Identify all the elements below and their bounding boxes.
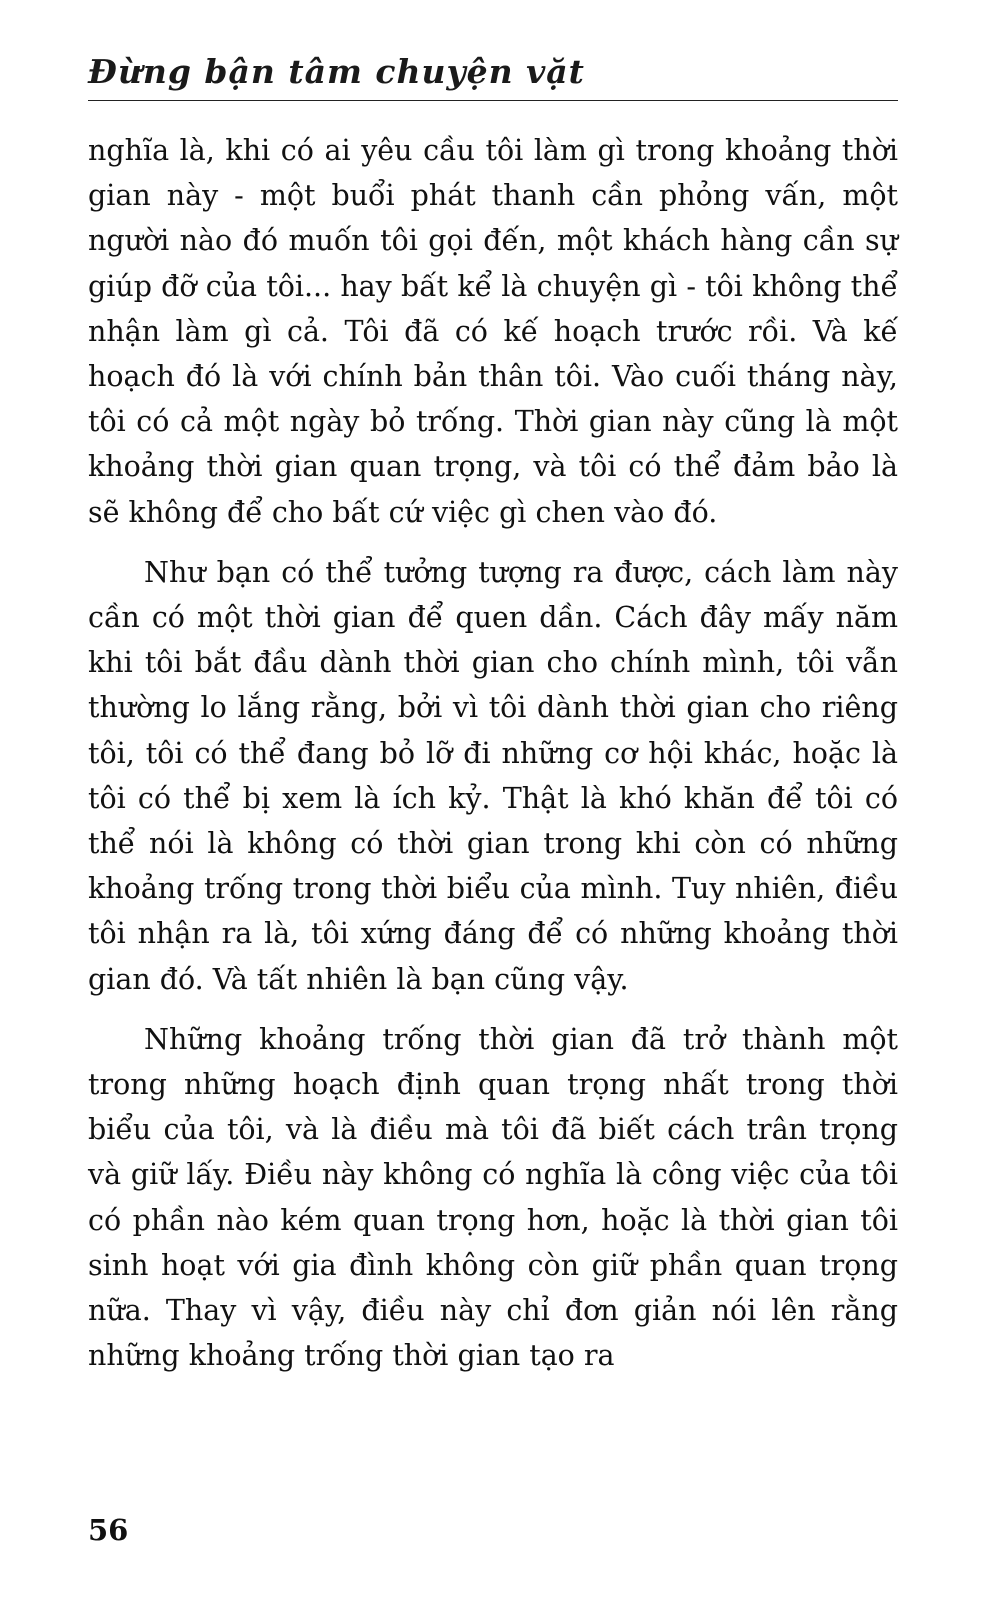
paragraph: Những khoảng trống thời gian đã trở thành một trong những hoạch định quan trọng nhất trong thời biểu của tôi, và là điều mà tôi đã biết cách trân trọng và giữ lấy. Điều này không có nghĩa là công việc của tôi có phần nào kém quan trọng hơn, hoặc là thời gian tôi sinh hoạt với gia đình không còn giữ phần quan trọng nữa. Thay vì vậy, điều này chỉ đơn giản nói lên rằng những khoảng trống thời gian tạo ra xyxy=(88,1022,898,1373)
paragraph: Như bạn có thể tưởng tượng ra được, cách làm này cần có một thời gian để quen dần. Cách đây mấy năm khi tôi bắt đầu dành thời gian cho chính mình, tôi vẫn thường lo lắng rằng, bởi vì tôi dành thời gian cho riêng tôi, tôi có thể đang bỏ lỡ đi những cơ hội khác, hoặc là tôi có thể bị xem là ích kỷ. Thật là khó khăn để tôi có thể nói là không có thời gian trong khi còn có những khoảng trống trong thời biểu của mình. Tuy nhiên, điều tôi nhận ra là, tôi xứng đáng để có những khoảng thời gian đó. Và tất nhiên là bạn cũng vậy. xyxy=(88,555,898,996)
running-header xyxy=(88,52,898,101)
paragraph-continued: nghĩa là, khi có ai yêu cầu tôi làm gì trong khoảng thời gian này - một buổi phát thanh cần phỏng vấn, một người nào đó muốn tôi gọi đến, một khách hàng cần sự giúp đỡ của tôi... hay bất kể là chuyện gì - tôi không thể nhận làm gì cả. Tôi đã có kế hoạch trước rồi. Và kế hoạch đó là với chính bản thân tôi. Vào cuối tháng này, tôi có cả một ngày bỏ trống. Thời gian này cũng là một khoảng thời gian quan trọng, và tôi có thể đảm bảo là sẽ không để cho bất cứ việc gì chen vào đó. xyxy=(88,134,898,529)
page-number: 56 xyxy=(88,1513,129,1547)
body-text xyxy=(88,128,898,1378)
running-title: Đừng bận tâm chuyện vặt xyxy=(88,52,585,91)
